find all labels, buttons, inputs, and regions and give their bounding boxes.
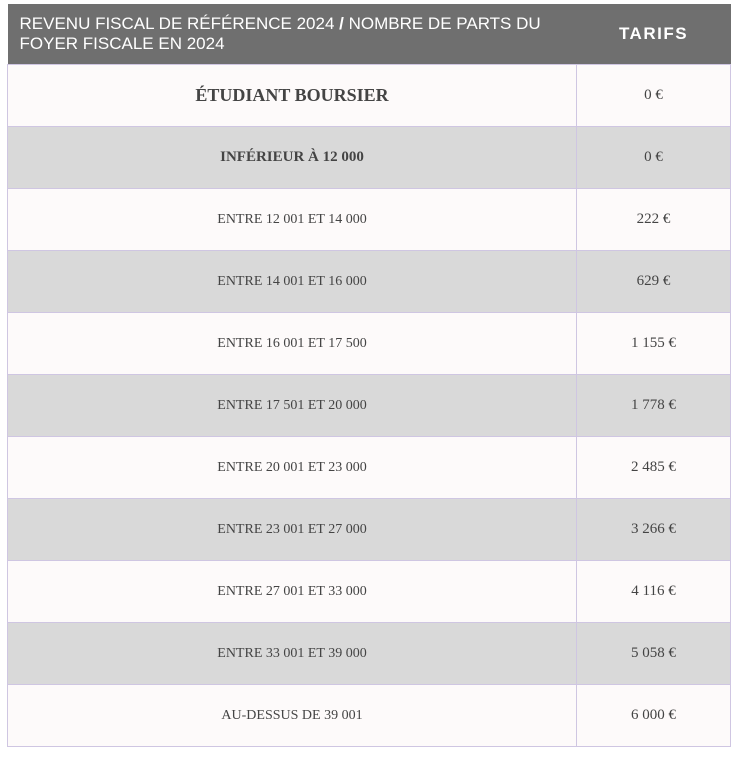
header-separator: /	[339, 14, 344, 33]
header-tariffs-column: TARIFS	[577, 4, 731, 65]
table-row	[8, 437, 731, 499]
row-label: ENTRE 23 001 ET 27 000	[8, 499, 577, 561]
row-price: 222 €	[577, 189, 731, 251]
row-label: ENTRE 16 001 ET 17 500	[8, 313, 577, 375]
row-label: ENTRE 12 001 ET 14 000	[8, 189, 577, 251]
table-row	[8, 561, 731, 623]
row-price: 3 266 €	[577, 499, 731, 561]
table-row	[8, 189, 731, 251]
header-row	[8, 4, 731, 65]
table-row	[8, 375, 731, 437]
header-income-part1: REVENU FISCAL DE RÉFÉRENCE 2024	[19, 14, 340, 33]
row-label: AU-DESSUS DE 39 001	[8, 685, 577, 747]
row-price: 2 485 €	[577, 437, 731, 499]
row-price: 1 778 €	[577, 375, 731, 437]
header-income-part2: NOMBRE DE PARTS DU FOYER FISCALE EN 2024	[19, 14, 541, 53]
table-row	[8, 313, 731, 375]
table-row	[8, 127, 731, 189]
table-row	[8, 685, 731, 747]
row-price: 1 155 €	[577, 313, 731, 375]
table-row	[8, 499, 731, 561]
table-row	[8, 65, 731, 127]
tariffs-table	[7, 4, 731, 747]
row-label: ENTRE 27 001 ET 33 000	[8, 561, 577, 623]
table-header	[8, 4, 731, 65]
row-label: ENTRE 20 001 ET 23 000	[8, 437, 577, 499]
row-price: 0 €	[577, 127, 731, 189]
table-row	[8, 251, 731, 313]
row-price: 6 000 €	[577, 685, 731, 747]
row-label: ENTRE 17 501 ET 20 000	[8, 375, 577, 437]
header-income-column	[8, 4, 577, 65]
row-label: INFÉRIEUR À 12 000	[8, 127, 577, 189]
table-body	[8, 65, 731, 747]
row-price: 629 €	[577, 251, 731, 313]
row-label: ÉTUDIANT BOURSIER	[8, 65, 577, 127]
row-label: ENTRE 14 001 ET 16 000	[8, 251, 577, 313]
tariffs-table-container	[7, 4, 733, 747]
row-label: ENTRE 33 001 ET 39 000	[8, 623, 577, 685]
row-price: 0 €	[577, 65, 731, 127]
row-price: 4 116 €	[577, 561, 731, 623]
row-price: 5 058 €	[577, 623, 731, 685]
table-row	[8, 623, 731, 685]
